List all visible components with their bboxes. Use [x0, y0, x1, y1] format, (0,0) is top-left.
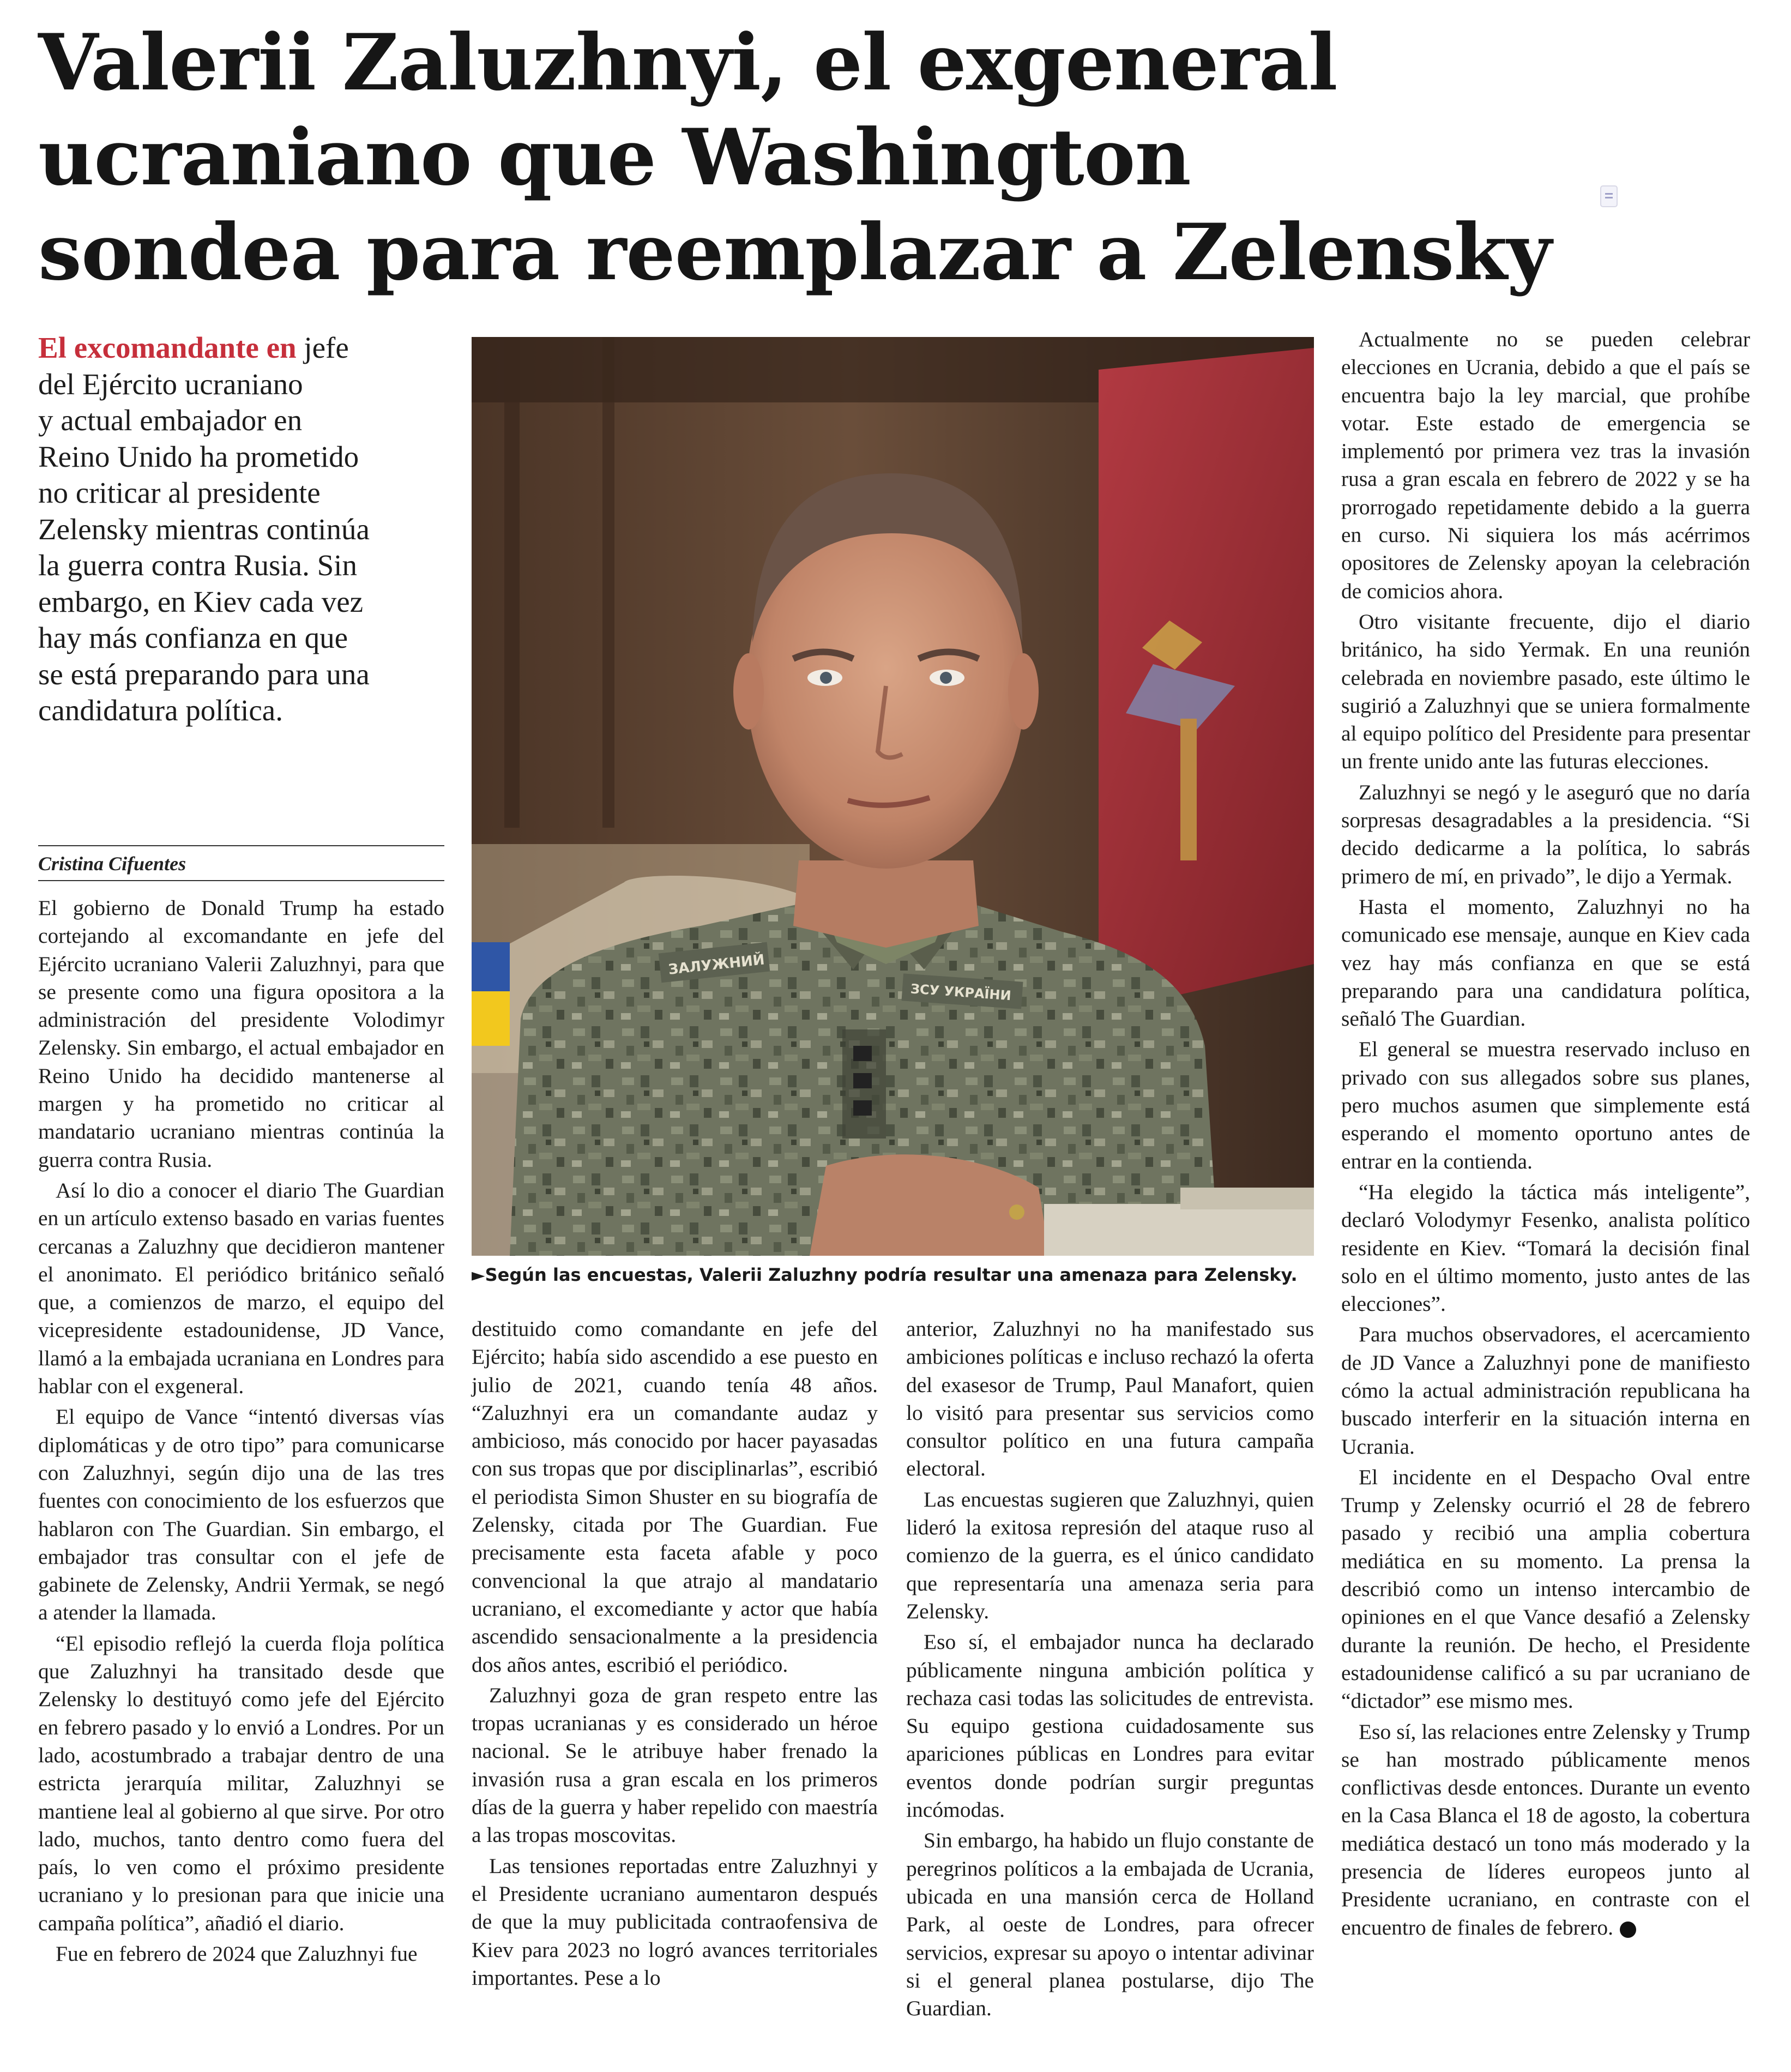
- paragraph: destituido como comandante en jefe del Ejército; había sido ascendido a ese puesto en julio de 2021, cuando tenía 48 años. “Zaluzhnyi era un comandante audaz y ambicioso, más conocido por hacer payasadas con sus tropas que por disciplinarlas”, escribió el periodista Simon Shuster en su biografía de Zelensky, citada por The Guardian. Fue precisamente esta faceta afable y poco convencional la que atrajo al mandatario ucraniano, el excomediante y actor que había ascendido sensacionalmente a la presidencia dos años antes, escribió el periódico.: [472, 1317, 878, 1677]
- lead-line: no criticar al presidente: [38, 476, 321, 509]
- headline-line-2: ucraniano que Washington: [38, 112, 1191, 203]
- headline: [38, 15, 1701, 300]
- paragraph: El incidente en el Despacho Oval entre Trump y Zelensky ocurrió el 28 de febrero pasado y recibió una amplia cobertura mediática en su momento. La prensa la describió como un intenso intercambio de opiniones en el que Vance desafió a Zelensky durante la reunión. De hecho, el Presidente estadounidense calificó a su par ucraniano de “dictador” ese mismo mes.: [1341, 1465, 1750, 1713]
- paragraph: El equipo de Vance “intentó diversas vías diplomáticas y de otro tipo” para comunicarse con Zaluzhnyi, según dijo una de las tres fuentes con conocimiento de los esfuerzos que hablaron con The Guardian. Sin embargo, el embajador tras consultar con el jefe de gabinete de Zelensky, Andrii Yermak, se negó a atender la llamada.: [38, 1405, 444, 1625]
- paragraph: Fue en febrero de 2024 que Zaluzhnyi fue: [56, 1941, 418, 1966]
- paragraph: Las encuestas sugieren que Zaluzhnyi, quien lideró la exitosa represión del ataque ruso al comienzo de la guerra, es el único candidato que representaría una amenaza seria para Zelensky.: [906, 1487, 1314, 1623]
- article-photo: [472, 337, 1314, 1256]
- lead-line: candidatura política.: [38, 694, 283, 727]
- paragraph: “El episodio reflejó la cuerda floja política que Zaluzhnyi ha transitado desde que Zelensky lo destituyó como jefe del Ejército en febrero pasado y lo envió a Londres. Por un lado, acostumbrado a trabajar dentro de una estricta jerarquía militar, Zaluzhnyi se mantiene leal al gobierno al que sirve. Por otro lado, muchos, tanto dentro como fuera del país, lo ven como el próximo presidente ucraniano y lo presionan para que inicie una campaña política”, añadió el diario.: [38, 1631, 444, 1935]
- note-icon[interactable]: [1600, 185, 1618, 207]
- article-column-2: [472, 1315, 878, 1995]
- paragraph: Así lo dio a conocer el diario The Guardian en un artículo extenso basado en varias fuentes cercanas a Zaluzhny que decidieron mantener el anonimato. El periódico británico señaló que, a comienzos de marzo, el equipo del vicepresidente estadounidense, JD Vance, llamó a la embajada ucraniana en Londres para hablar con el exgeneral.: [38, 1178, 444, 1399]
- lead-line: [38, 330, 453, 366]
- paragraph: El gobierno de Donald Trump ha estado cortejando al excomandante en jefe del Ejército ucraniano Valerii Zaluzhnyi, para que se presente como una figura opositora a la administración del presidente Volodimyr Zelensky. Sin embargo, el actual embajador en Reino Unido ha decidido mantenerse al margen y ha prometido no criticar al mandatario ucraniano mientras continúa la guerra contra Rusia.: [38, 896, 444, 1172]
- lead-line: la guerra contra Rusia. Sin: [38, 549, 357, 582]
- article-column-1: [38, 894, 444, 1971]
- paragraph: Las tensiones reportadas entre Zaluzhnyi y el Presidente ucraniano aumentaron después de que la muy publicitada contraofensiva de Kiev para 2023 no logró avances territoriales importantes. Pese a lo: [472, 1853, 878, 1990]
- article-column-4: [1341, 326, 1750, 1944]
- paragraph: Hasta el momento, Zaluzhnyi no ha comunicado ese mensaje, aunque en Kiev cada vez hay más confianza en que se está preparando para una candidatura política, señaló The Guardian.: [1341, 894, 1750, 1031]
- lead-highlight: El excomandante en: [38, 331, 297, 364]
- byline-box: [38, 845, 444, 881]
- headline-line-1: Valerii Zaluzhnyi, el exgeneral: [38, 17, 1337, 108]
- paragraph: Actualmente no se pueden celebrar elecciones en Ucrania, debido a que el país se encuentra bajo la ley marcial, que prohíbe votar. Este estado de emergencia se implementó por primera vez tras la invasión rusa a gran escala en febrero de 2022 y se ha prorrogado repetidamente debido a la guerra en curso. Ni siquiera los más acérrimos opositores de Zelensky apoyan la celebración de comicios ahora.: [1341, 327, 1750, 603]
- lead-line: y actual embajador en: [38, 403, 303, 437]
- paragraph: Zaluzhnyi se negó y le aseguró que no daría sorpresas desagradables a la presidencia. “Si decido dedicarme a la política, lo sabrás primero de mí, en privado”, le dijo a Yermak.: [1341, 780, 1750, 888]
- end-of-article-mark: [1620, 1922, 1636, 1938]
- lead-line: del Ejército ucraniano: [38, 367, 303, 401]
- lead-line: se está preparando para una: [38, 657, 370, 691]
- paragraph: “Ha elegido la táctica más inteligente”, declaró Volodymyr Fesenko, analista político residente en Kiev. “Tomará la decisión final solo en el último momento, justo antes de las elecciones”.: [1341, 1179, 1750, 1316]
- lead-line: hay más confianza en que: [38, 621, 348, 654]
- lead-line: Reino Unido ha prometido: [38, 439, 359, 473]
- paragraph: Para muchos observadores, el acercamiento de JD Vance a Zaluzhnyi pone de manifiesto cómo la actual administración republicana ha buscado interferir en la situación interna en Ucrania.: [1341, 1322, 1750, 1459]
- unit-patch-text: ЗСУ УКРАЇНИ: [910, 981, 1012, 1004]
- paragraph: Zaluzhnyi goza de gran respeto entre las tropas ucranianas y es considerado un héroe nacional. Se le atribuye haber frenado la invasión rusa a gran escala en los primeros días de la guerra y haber repelido con maestría a las tropas moscovitas.: [472, 1683, 878, 1847]
- paragraph: El general se muestra reservado incluso en privado con sus allegados sobre sus planes, pero muchos asumen que simplemente está esperando el momento oportuno antes de entrar en la contienda.: [1341, 1037, 1750, 1173]
- paragraph: [1341, 1718, 1750, 1942]
- lead-line: Zelensky mientras continúa: [38, 512, 370, 546]
- paragraph: Eso sí, el embajador nunca ha declarado públicamente ninguna ambición política y rechaza casi todas las solicitudes de entrevista. Su equipo gestiona cuidadosamente sus apariciones públicas en Londres para evitar eventos donde podrían surgir preguntas incómodas.: [906, 1630, 1314, 1822]
- paragraph: Otro visitante frecuente, dijo el diario británico, ha sido Yermak. En una reunión celebrada en noviembre pasado, este último le sugirió a Zaluzhnyi que se uniera formalmente al equipo político del Presidente para presentar un frente unido ante las futuras elecciones.: [1341, 609, 1750, 774]
- paragraph: Sin embargo, ha habido un flujo constante de peregrinos políticos a la embajada de Ucrania, ubicada en una mansión cerca de Holland Park, al oeste de Londres, para ofrecer servicios, expresar su apoyo o intentar adivinar si el general planea postularse, dijo The Guardian.: [906, 1828, 1314, 2021]
- lead-paragraph: [38, 330, 453, 729]
- paragraph-text: Eso sí, las relaciones entre Zelensky y Trump se han mostrado públicamente menos conflictivas desde entonces. Durante un evento en la Casa Blanca el 18 de agosto, la cobertura mediática destacó un tono más moderado y la presencia de líderes europeos junto al Presidente ucraniano, en contraste con el encuentro de finales de febrero.: [1341, 1719, 1750, 1940]
- lead-line-text: jefe: [296, 331, 349, 364]
- portrait-illustration: [472, 337, 1314, 1256]
- article-column-3: [906, 1315, 1314, 2025]
- byline: Cristina Cifuentes: [38, 853, 186, 875]
- paragraph: anterior, Zaluzhnyi no ha manifestado sus ambiciones políticas e incluso rechazó la oferta del exasesor de Trump, Paul Manafort, quien lo visitó para presentar sus servicios como consultor político en una futura campaña electoral.: [906, 1317, 1314, 1481]
- headline-line-3: sondea para reemplazar a Zelensky: [38, 207, 1552, 298]
- name-patch-text: ЗАЛУЖНИЙ: [667, 951, 765, 978]
- lead-line: embargo, en Kiev cada vez: [38, 585, 364, 618]
- photo-caption: ►Según las encuestas, Valerii Zaluzhny podría resultar una amenaza para Zelensky.: [472, 1264, 1298, 1285]
